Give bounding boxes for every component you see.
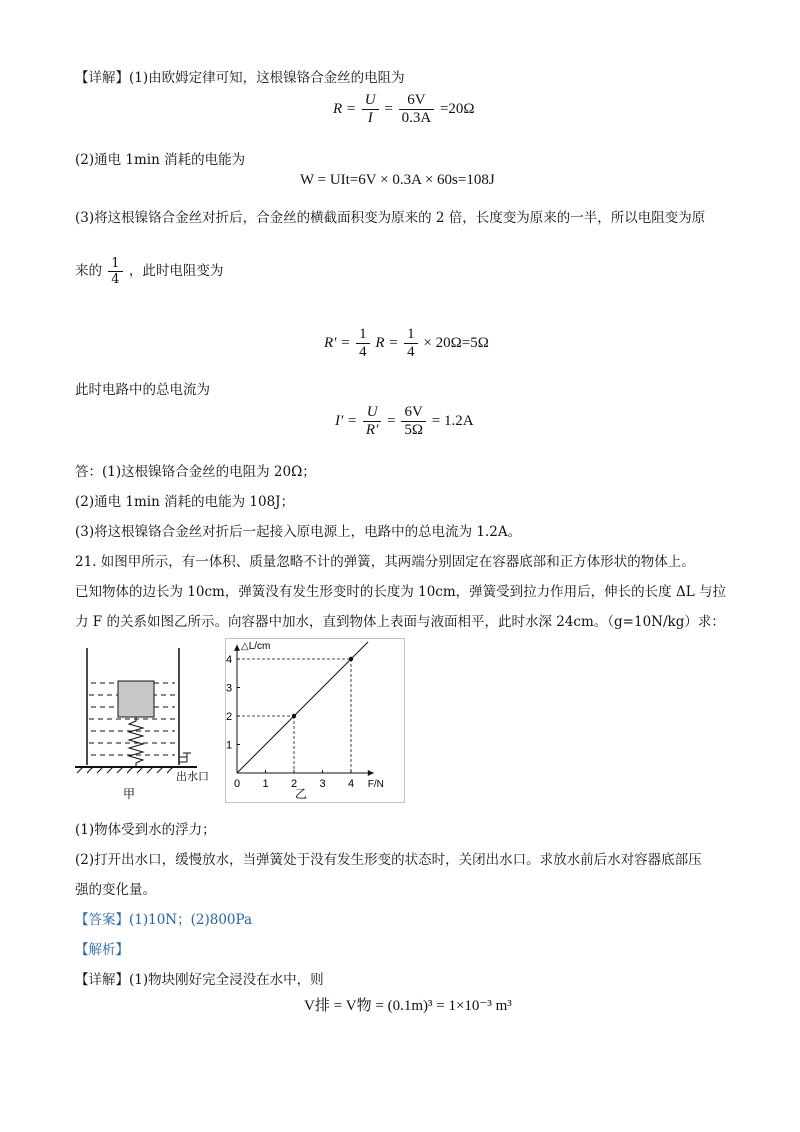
step-3-continue: 来的 $\frac{1}{4}$ ，此时电阻变为	[75, 256, 224, 287]
answer-3: (3)将这根镍铬合金丝对折后一起接入原电源上，电路中的总电流为 1.2A。	[75, 524, 522, 540]
chart-frame	[226, 639, 405, 803]
figure-spring-chart	[225, 638, 405, 803]
cube-block	[118, 681, 154, 717]
detail-heading-2: 【详解】(1)物块刚好完全浸没在水中，则	[75, 972, 324, 988]
y-tick-label: 1	[226, 739, 233, 752]
equation-volume: V排 = V物 = (0.1m)³ = 1×10⁻³ m³	[304, 998, 512, 1014]
spring	[129, 717, 143, 766]
data-point	[349, 657, 353, 661]
step-current-text: 此时电路中的总电流为	[75, 382, 210, 398]
x-tick-label: 2	[291, 778, 298, 790]
answer-line: 【答案】(1)10N；(2)800Pa	[75, 912, 253, 928]
equation-current: I′ = $\frac{U}{R'}$ = $\frac{6V}{5\Omega}$ = 1.2A	[335, 404, 474, 438]
x-axis-label: F/N	[367, 779, 384, 790]
question-21-line-2: 已知物体的边长为 10cm，弹簧没有发生形变时的长度为 10cm，弹簧受到拉力作用后，伸长的长度 ΔL 与拉	[75, 584, 726, 600]
detail-heading-1: 【详解】(1)由欧姆定律可知，这根镍铬合金丝的电阻为	[75, 70, 405, 86]
step-3-text: (3)将这根镍铬合金丝对折后，合金丝的横截面积变为原来的 2 倍，长度变为原来的一半，所以电阻变为原	[75, 210, 706, 226]
y-tick-label: 2	[226, 711, 233, 723]
figure-a-label: 甲	[123, 787, 136, 801]
x-tick-label: 0	[234, 778, 241, 790]
equation-energy: W = UIt=6V × 0.3A × 60s=108J	[300, 172, 495, 188]
x-tick-label: 3	[319, 778, 326, 790]
sub-question-1: (1)物体受到水的浮力；	[75, 822, 216, 838]
sub-question-2-continue: 强的变化量。	[75, 882, 156, 898]
x-tick-label: 4	[348, 778, 355, 790]
figure-b-label: 乙	[295, 787, 308, 801]
answer-2: (2)通电 1min 消耗的电能为 108J；	[75, 494, 295, 510]
y-axis-label: △L/cm	[241, 640, 271, 652]
equation-resistance: R = $\frac{U}{I}$ = $\frac{6V}{0.3A}$ =20Ω	[333, 92, 475, 126]
step-2-text: (2)通电 1min 消耗的电能为	[75, 152, 246, 168]
y-tick-label: 4	[226, 654, 233, 666]
question-21-line-3: 力 F 的关系如图乙所示。向容器中加水，直到物体上表面与液面相平，此时水深 24cm。（g=10N/kg）求：	[75, 614, 725, 630]
figure-container-diagram	[75, 643, 225, 803]
analysis-heading: 【解析】	[75, 942, 129, 958]
outlet-label: 出水口	[176, 771, 209, 783]
question-21-line-1: 21. 如图甲所示，有一体积、质量忽略不计的弹簧，其两端分别固定在容器底部和正方体形状的物体上。	[75, 554, 695, 570]
answer-1: 答：(1)这根镍铬合金丝的电阻为 20Ω；	[75, 464, 316, 480]
sub-question-2: (2)打开出水口，缓慢放水，当弹簧处于没有发生形变的状态时，关闭出水口。求放水前后水对容器底部压	[75, 852, 702, 868]
equation-new-resistance: R′ = $\frac{1}{4}$ R = $\frac{1}{4}$ × 20Ω=5Ω	[324, 326, 489, 360]
x-tick-label: 1	[262, 778, 269, 790]
y-tick-label: 3	[226, 682, 233, 695]
data-point	[292, 714, 296, 718]
